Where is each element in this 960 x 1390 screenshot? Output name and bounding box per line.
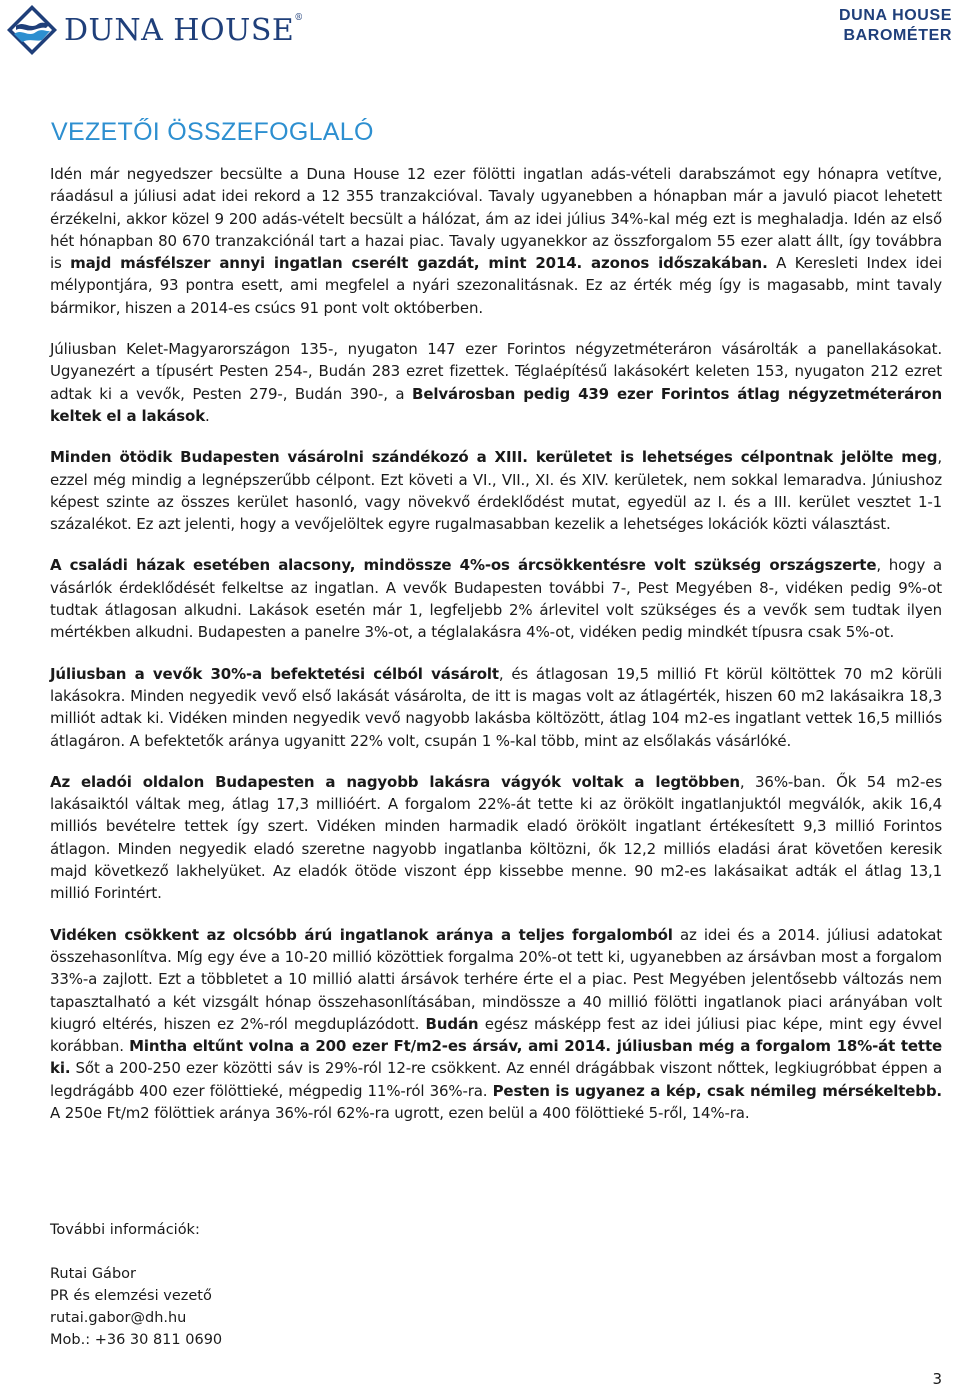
bold-text: A családi házak esetében alacsony, mindössze 4%-os árcsökkentésre volt szükség országszerte xyxy=(50,556,877,575)
summary-paragraph xyxy=(50,554,942,643)
contact-role: PR és elemzési vezető xyxy=(50,1288,212,1304)
brand-line-2: BAROMÉTER xyxy=(843,27,952,44)
bold-text: Júliusban a vevők 30%-a befektetési célból vásárolt xyxy=(50,664,499,683)
summary-paragraph xyxy=(50,924,942,1125)
brand-line-1: DUNA HOUSE xyxy=(839,7,952,24)
summary-paragraph xyxy=(50,663,942,752)
body-text: , hogy a vásárlók érdeklődését felkeltse az ingatlan. A vevők Budapesten további 7-, Pest Megyében 8-, vidéken pedig 9%-ot tudtak átlagosan alkudni. Lakások esetén már 1, legfeljebb 2% árlevitel volt szükséges és a vevők sem tudtak ilyen mértékben alkudni. Budapesten a panelre 3%-ot, a téglalakásra 4%-ot, vidéken pedig mindkét típusra csak 5%-ot. xyxy=(50,556,942,642)
body-text: . xyxy=(205,406,210,425)
contact-email[interactable]: rutai.gabor@dh.hu xyxy=(50,1310,187,1326)
body-text: A Keresleti Index idei mélypontjára, 93 pontra esett, ami megfelel a nyári szezonalitásnak. Ez az érték még így is magasabb, mint tavaly bármikor, hiszen a 2014-es csúcs 91 pont volt októberben. xyxy=(50,254,942,317)
bold-text: Vidéken csökkent az olcsóbb árú ingatlanok aránya a teljes forgalomból xyxy=(50,925,673,944)
bold-text: Mintha eltűnt volna a 200 ezer Ft/m2-es ársáv, ami 2014. júliusban még a forgalom 18%-át tette ki. xyxy=(50,1037,942,1078)
page-header xyxy=(0,0,960,60)
section-title: VEZETŐI ÖSSZEFOGLALÓ xyxy=(51,118,374,146)
bold-text: Budán xyxy=(425,1014,479,1033)
contact-phone: Mob.: +36 30 811 0690 xyxy=(50,1332,223,1348)
bold-text: Az eladói oldalon Budapesten a nagyobb lakásra vágyók voltak a legtöbben xyxy=(50,772,740,791)
contact-name: Rutai Gábor xyxy=(50,1266,136,1282)
body-text: egész másképp fest az idei júliusi piac képe, mint egy évvel korábban. xyxy=(50,1014,943,1056)
summary-body xyxy=(50,163,942,1143)
duna-house-logo xyxy=(6,4,304,56)
summary-paragraph xyxy=(50,338,942,427)
bold-text: majd másfélszer annyi ingatlan cserélt gazdát, mint 2014. azonos időszakában. xyxy=(70,254,768,273)
bold-text: Pesten is ugyanez a kép, csak némileg mérsékeltebb. xyxy=(492,1081,942,1100)
bold-text: Minden ötödik Budapesten vásárolni szándékozó a XIII. kerületet is lehetséges célpontnak jelölte meg xyxy=(50,448,938,467)
contact-info xyxy=(50,1219,222,1351)
body-text: , és átlagosan 19,5 millió Ft körül költöttek 70 m2 körüli lakásokra. Minden negyedik vevő első lakását vásárolta, de itt is magas volt az átlagérték, hiszen 60 m2 lakásaikra 18,3 milliót adtak ki. Vidéken minden negyedik vevő nagyobb lakásba költözött, átlag 104 m2-es ingatlant vettek 16,5 milliós átlagáron. A befektetők aránya ugyanitt 22% volt, csupán 1 %-kal több, mint az elsőlakás vásárlóké. xyxy=(50,664,942,750)
body-text: Idén már negyedszer becsülte a Duna House 12 ezer fölötti ingatlan adás-vételi darabszámot egy hónapra vetítve, ráadásul a júliusi adat idei rekord a 12 355 tranzakcióval. Tavaly ugyanebben a hónapban már a javuló piacot lehetett érzékelni, akkor közel 9 200 adás-vételt becsült a hálózat, ám az idei július 34%-kal még ezt is meghaladja. Idén az első hét hónapban 80 670 tranzakciónál tart a hazai piac. Tavaly ugyanekkor az összforgalom 55 ezer alatt állt, így továbbra is xyxy=(50,165,942,273)
body-text: Sőt a 200-250 ezer közötti sáv is 29%-ról 12-re csökkent. Az ennél drágábbak viszont nőttek, legkiugróbbat éppen a legdrágább 400 ezer fölöttieké, mégpedig 11%-ról 36%-ra. xyxy=(50,1059,942,1100)
more-info-label: További információk: xyxy=(50,1222,200,1238)
page-number: 3 xyxy=(932,1370,942,1388)
logo-wordmark: DUNA HOUSE® xyxy=(64,12,304,48)
summary-paragraph xyxy=(50,446,942,535)
body-text: , ezzel még mindig a legnépszerűbb célpont. Ezt követi a VI., VII., XI. és XIV. kerületek, nem sokkal lemaradva. Júniushoz képest szinte az összes kerület hasonló, vagy növekvő érdeklődést mutat, egyedül az I. és a III. kerület vesztet 1-1 százalékot. Ez azt jelenti, hogy a vevőjelöltek egyre rugalmasabban kezelik a lehetséges lokációk közti választást. xyxy=(50,448,942,534)
body-text: Júliusban Kelet-Magyarországon 135-, nyugaton 147 ezer Forintos négyzetméteráron vásárolták a panellakásokat. Ugyanezért a típusért Pesten 254-, Budán 283 ezret fizettek. Téglaépítésű lakásokért keleten 153, nyugaton 212 ezret adtak ki a vevők, Pesten 279-, Budán 390-, a xyxy=(50,340,942,403)
summary-paragraph xyxy=(50,771,942,905)
body-text: , 36%-ban. Ők 54 m2-es lakásaiktól váltak meg, átlag 17,3 millióért. A forgalom 22%-át tette ki az örökölt ingatlanjuktól megválók, akik 16,4 milliós bevételre tettek így szert. Vidéken minden harmadik eladó örökölt ingatlant értékesített 9,3 millió Forintos átlagon. Minden negyedik eladó szeretne nagyobb ingatlanba költözni, ők 12,2 milliós eladási árat követően keresik majd következő lakhelyüket. Az eladók ötöde viszont épp kissebbe menne. 90 m2-es lakásaikat adták el átlag 13,1 millió Forintért. xyxy=(50,772,942,903)
bold-text: Belvárosban pedig 439 ezer Forintos átlag négyzetméteráron keltek el a lakások xyxy=(50,384,942,425)
body-text: A 250e Ft/m2 fölöttiek aránya 36%-ról 62%-ra ugrott, ezen belül a 400 fölöttieké 5-ről, 14%-ra. xyxy=(50,1103,750,1122)
brand-title xyxy=(839,6,952,46)
diamond-logo-icon xyxy=(6,4,58,56)
body-text: az idei és a 2014. júliusi adatokat összehasonlítva. Míg egy éve a 10-20 millió közöttiek forgalma 20%-ot tett ki, ugyanebben az ársávban most a forgalom 33%-a zajlott. Ezt a többletet a 10 millió alatti ársávok terhére érte el a piac. Pest Megyében jelentősebb változás nem tapasztalható a két vizsgált hónap összehasonlításában, mindössze a 40 millió fölötti ingatlanok piaci arányában volt kiugró eltérés, hiszen ez 2%-ról megduplázódott. xyxy=(50,925,943,1033)
summary-paragraph xyxy=(50,163,942,319)
